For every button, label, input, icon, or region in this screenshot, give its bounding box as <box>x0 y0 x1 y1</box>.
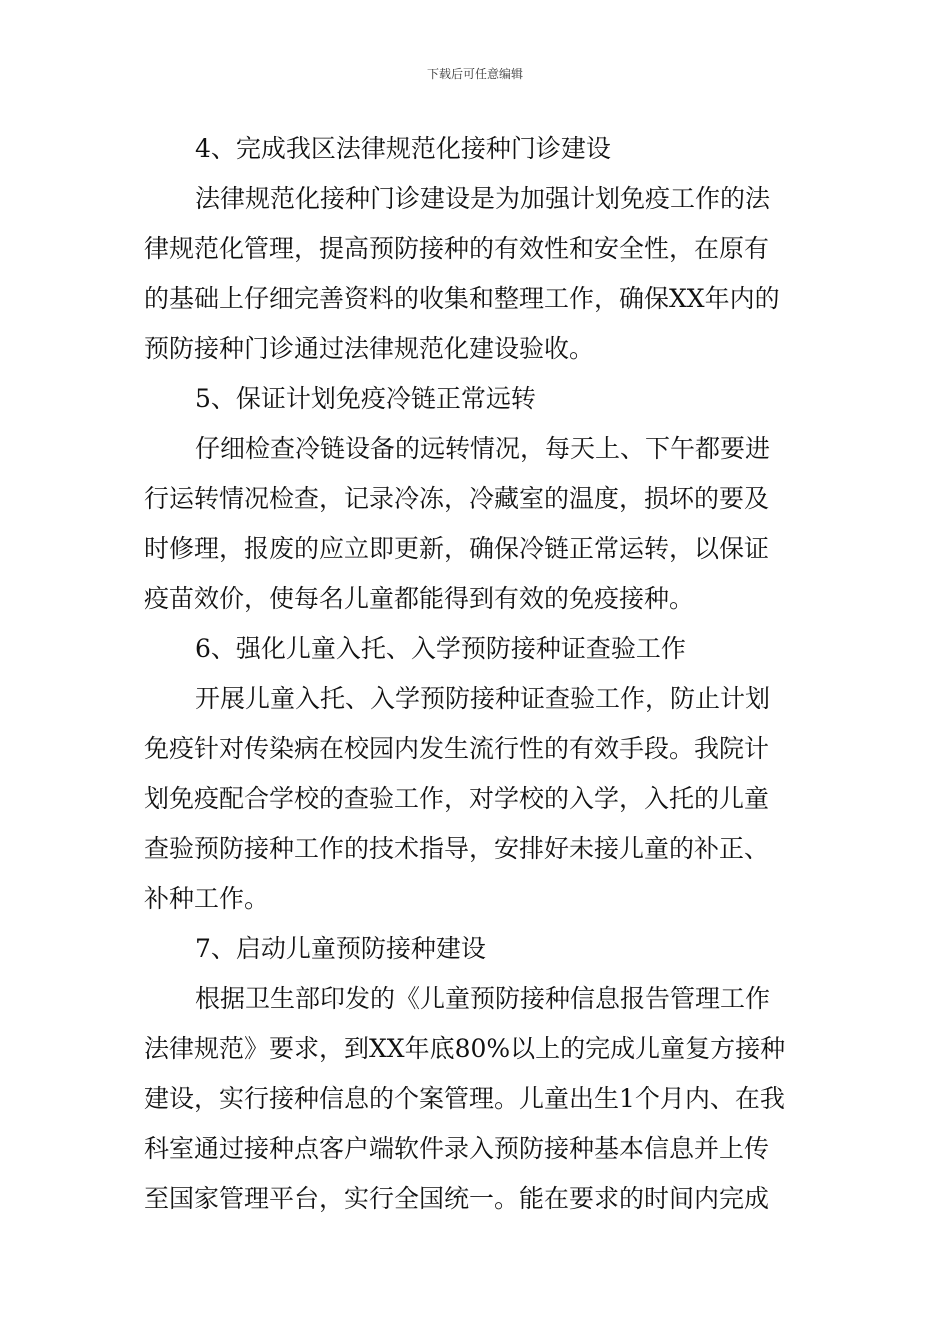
paragraph-line: 行运转情况检查，记录冷冻，冷藏室的温度，损坏的要及 <box>144 484 770 513</box>
section-heading: 4、完成我区法律规范化接种门诊建设 <box>195 134 611 163</box>
page-header-note: 下载后可任意编辑 <box>426 67 523 81</box>
paragraph-line: 预防接种门诊通过法律规范化建设验收。 <box>144 334 595 363</box>
paragraph-line: 至国家管理平台，实行全国统一。能在要求的时间内完成 <box>144 1184 770 1213</box>
paragraph-line: 建设，实行接种信息的个案管理。儿童出生1个月内、在我 <box>144 1084 785 1113</box>
section-heading: 7、启动儿童预防接种建设 <box>195 934 486 963</box>
paragraph-line: 划免疫配合学校的查验工作，对学校的入学，入托的儿童 <box>144 784 770 813</box>
paragraph-line: 疫苗效价，使每名儿童都能得到有效的免疫接种。 <box>144 584 695 613</box>
paragraph-line: 的基础上仔细完善资料的收集和整理工作，确保XX年内的 <box>144 284 780 313</box>
paragraph-line: 补种工作。 <box>144 884 270 913</box>
paragraph-line: 时修理，报废的应立即更新，确保冷链正常运转，以保证 <box>144 534 770 563</box>
paragraph-line: 根据卫生部印发的《儿童预防接种信息报告管理工作 <box>195 984 771 1013</box>
paragraph-line: 开展儿童入托、入学预防接种证查验工作，防止计划 <box>195 684 771 713</box>
paragraph-line: 仔细检查冷链设备的远转情况，每天上、下午都要进 <box>195 434 771 463</box>
document-body <box>144 124 808 1224</box>
section-heading: 6、强化儿童入托、入学预防接种证查验工作 <box>195 634 686 663</box>
paragraph-line: 免疫针对传染病在校园内发生流行性的有效手段。我院计 <box>144 734 770 763</box>
paragraph-line: 律规范化管理，提高预防接种的有效性和安全性，在原有 <box>144 234 770 263</box>
paragraph-line: 查验预防接种工作的技术指导，安排好未接儿童的补正、 <box>144 834 770 863</box>
section-heading: 5、保证计划免疫冷链正常远转 <box>195 384 536 413</box>
paragraph-line: 法律规范》要求，到XX年底80%以上的完成儿童复方接种 <box>144 1034 786 1063</box>
paragraph-line: 法律规范化接种门诊建设是为加强计划免疫工作的法 <box>195 184 771 213</box>
paragraph-line: 科室通过接种点客户端软件录入预防接种基本信息并上传 <box>144 1134 770 1163</box>
